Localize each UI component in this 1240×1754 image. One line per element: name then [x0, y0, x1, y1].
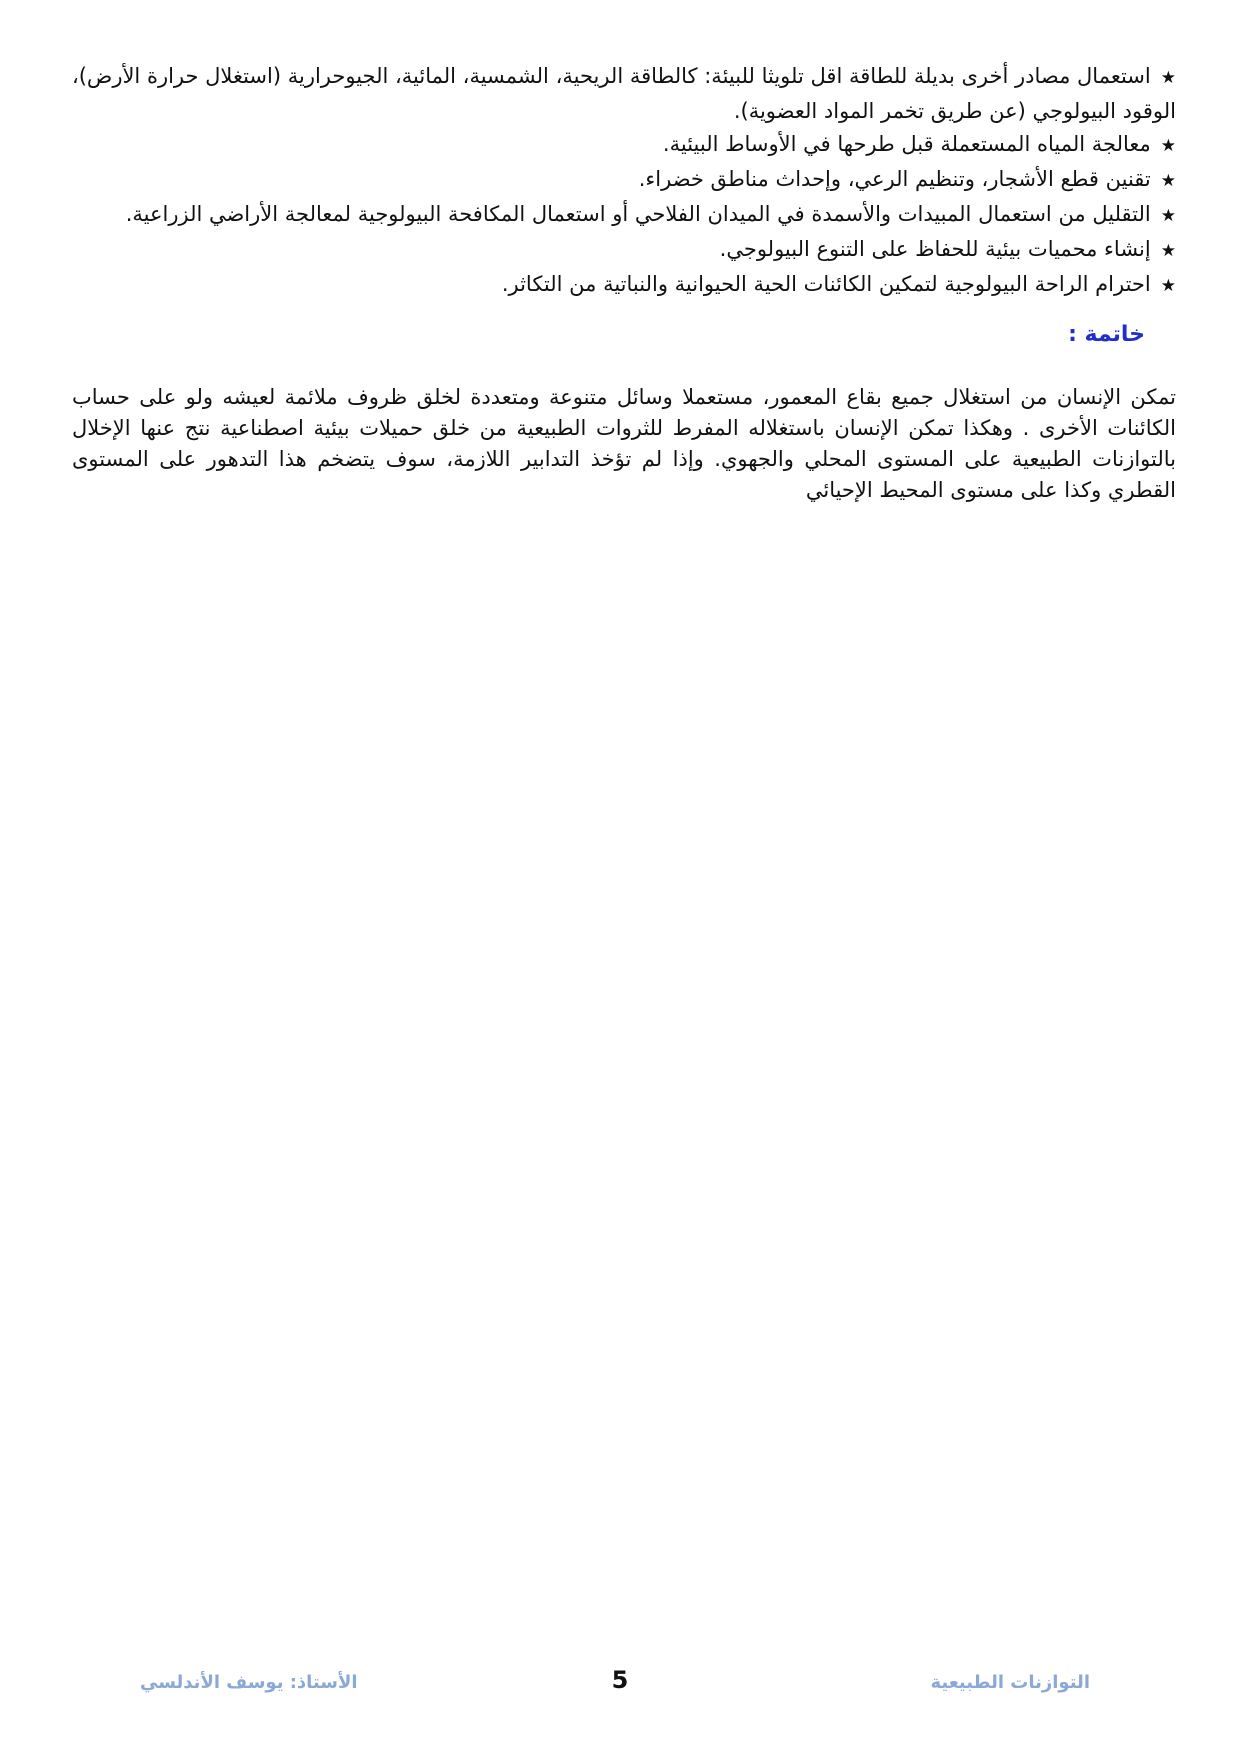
list-item-text: احترام الراحة البيولوجية لتمكين الكائنات الحية الحيوانية والنباتية من التكاثر. [501, 272, 1151, 296]
footer-author: الأستاذ: يوسف الأندلسي [140, 1672, 358, 1693]
page-number: 5 [611, 1666, 629, 1694]
star-icon: ★ [1160, 206, 1176, 226]
measures-list [58, 60, 1176, 303]
list-item [58, 163, 1176, 198]
conclusion-heading: خاتمة : [1068, 322, 1145, 347]
list-item [58, 268, 1176, 303]
list-item-text: تقنين قطع الأشجار، وتنظيم الرعي، وإحداث مناطق خضراء. [638, 167, 1151, 191]
footer-course-title: التوازنات الطبيعية [930, 1672, 1090, 1693]
list-item-text: التقليل من استعمال المبيدات والأسمدة في الميدان الفلاحي أو استعمال المكافحة البيولوجية لمعالجة الأراضي الزراعية. [125, 202, 1151, 226]
star-icon: ★ [1160, 171, 1176, 191]
list-item-text: استعمال مصادر أخرى بديلة للطاقة اقل تلويثا للبيئة: كالطاقة الريحية، الشمسية، المائية، الجيوحرارية (استغلال حرارة الأرض)، الوقود البيولوجي (عن طريق تخمر المواد العضوية). [71, 64, 1176, 123]
list-item [58, 60, 1176, 128]
list-item-text: معالجة المياه المستعملة قبل طرحها في الأوساط البيئية. [662, 132, 1151, 156]
list-item [58, 198, 1176, 233]
list-item-text: إنشاء محميات بيئية للحفاظ على التنوع البيولوجي. [719, 237, 1151, 261]
star-icon: ★ [1160, 68, 1176, 88]
star-icon: ★ [1160, 241, 1176, 261]
page-footer [0, 1666, 1240, 1706]
star-icon: ★ [1160, 276, 1176, 296]
conclusion-paragraph: تمكن الإنسان من استغلال جميع بقاع المعمور، مستعملا وسائل متنوعة ومتعددة لخلق ظروف ملائمة لعيشه ولو على حساب الكائنات الأخرى . وهكذا تمكن الإنسان باستغلاله المفرط للثروات الطبيعية من خلق حميلات بيئية اصطناعية نتج عنها الإخلال بالتوازنات الطبيعية على المستوى المحلي والجهوي. وإذا لم تؤخذ التدابير اللازمة، سوف يتضخم هذا التدهور على المستوى القطري وكذا على مستوى المحيط الإحيائي [72, 385, 1176, 502]
list-item [58, 128, 1176, 163]
star-icon: ★ [1160, 136, 1176, 156]
list-item [58, 233, 1176, 268]
